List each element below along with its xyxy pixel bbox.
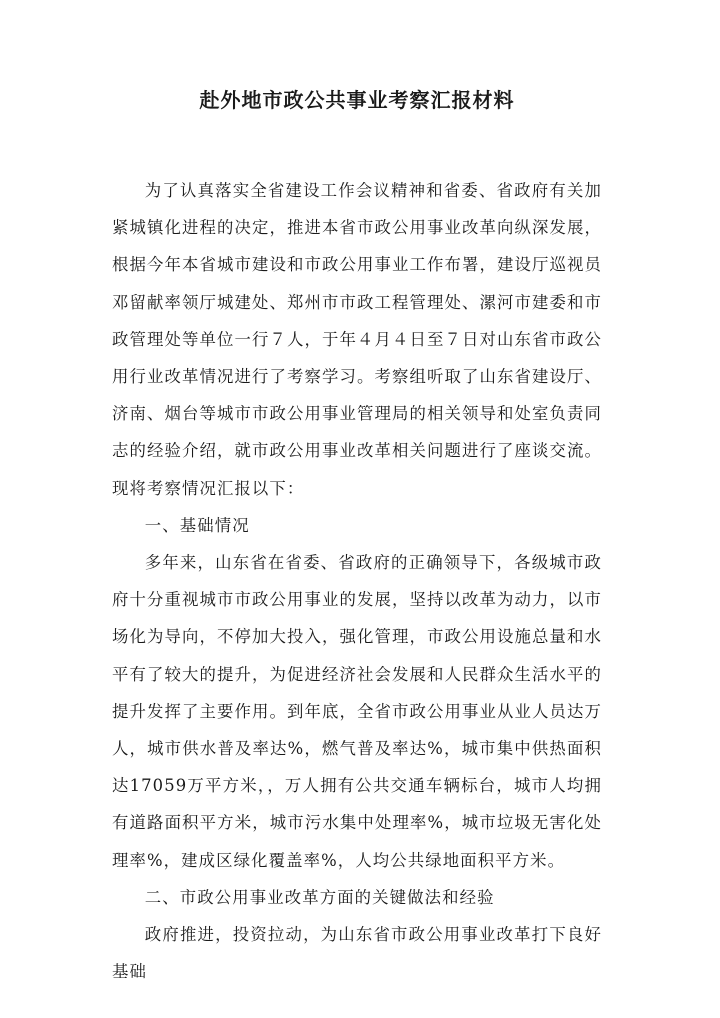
reform-first-line: 政府推进，投资拉动，为山东省市政公用事业改革打下良好基础 [112,925,602,982]
section-heading-reform-experience: 二、市政公用事业改革方面的关键做法和经验 [144,887,495,907]
document-title: 赴外地市政公共事业考察汇报材料 [199,88,515,112]
basic-situation-paragraph: 多年来，山东省在省委、省政府的正确领导下，各级城市政府十分重视城市市政公用事业的发展，坚持以改革为动力，以市场化为导向，不停加大投入，强化管理，市政公用设施总量和水平有了较大的提升，为促进经济社会发展和人民群众生活水平的提升发挥了主要作用。到年底，全省市政公用事业从业人员达万人，城市供水普及率达%，燃气普及率达%，城市集中供热面积达17059万平方米，，万人拥有公共交通车辆标台，城市人均拥有道路面积平方米，城市污水集中处理率%，城市垃圾无害化处理率%，建成区绿化覆盖率%，人均公共绿地面积平方米。 [112,553,602,870]
document-body [112,172,602,990]
section-heading-basic-situation: 一、基础情况 [144,515,250,535]
intro-paragraph: 为了认真落实全省建设工作会议精神和省委、省政府有关加紧城镇化进程的决定，推进本省市政公用事业改革向纵深发展，根据今年本省城市建设和市政公用事业工作布署，建设厅巡视员邓留献率领厅城建处、郑州市市政工程管理处、漯河市建委和市政管理处等单位一行７人，于年４月４日至７日对山东省市政公用行业改革情况进行了考察学习。考察组听取了山东省建设厅、济南、烟台等城市市政公用事业管理局的相关领导和处室负责同志的经验介绍，就市政公用事业改革相关问题进行了座谈交流。现将考察情况汇报以下： [112,181,602,498]
